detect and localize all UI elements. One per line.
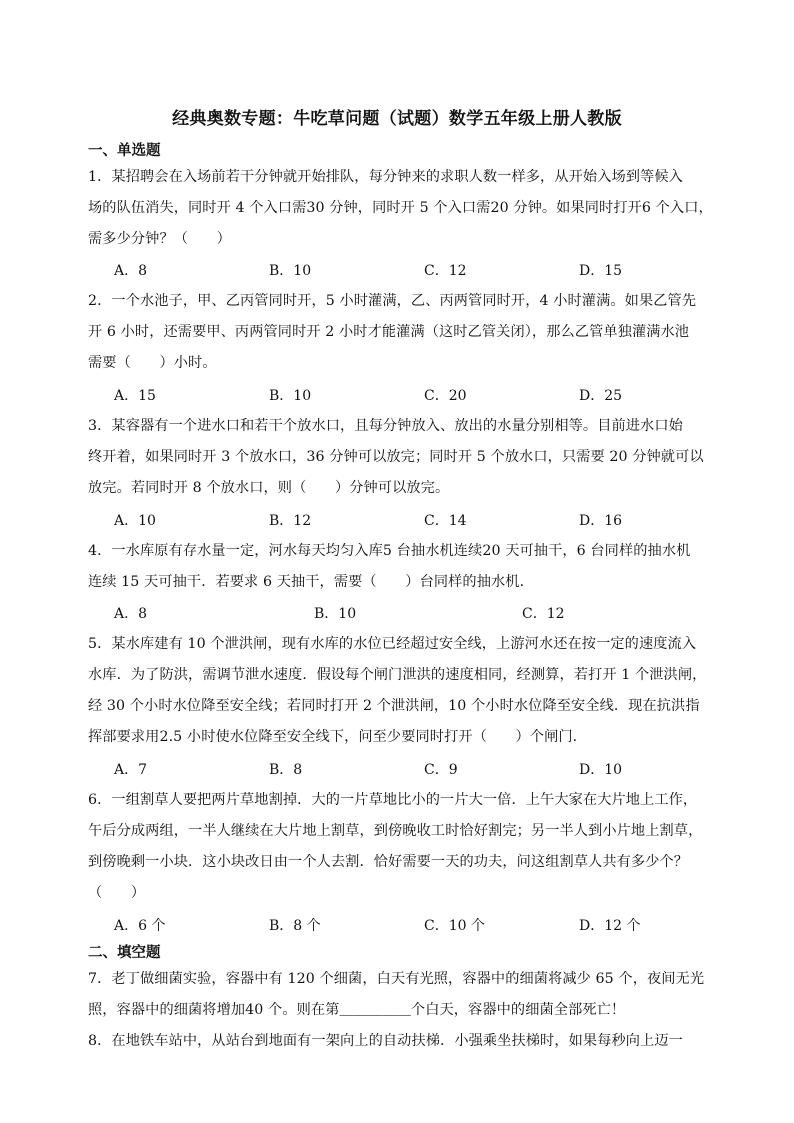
option-c: C．10 个 <box>424 918 485 934</box>
option-c: C．12 <box>522 606 565 622</box>
option-a: A．6 个 <box>114 918 166 934</box>
question-7-line-1: 7．老丁做细菌实验，容器中有 120 个细菌，白天有光照，容器中的细菌将减少 65 个，夜间无光 <box>88 971 705 987</box>
option-b: B．10 <box>269 263 312 279</box>
option-b: B．12 <box>269 513 312 529</box>
question-4-line-2: 连续 15 天可抽干．若要求 6 天抽干，需要（ ）台同样的抽水机． <box>88 574 534 590</box>
option-a: A．15 <box>114 388 156 404</box>
option-d: D．16 <box>579 513 623 529</box>
question-3-line-1: 3．某容器有一个进水口和若干个放水口，且每分钟放入、放出的水量分别相等。目前进水口始 <box>88 418 683 434</box>
option-d: D．25 <box>579 388 623 404</box>
question-4-options <box>114 603 734 623</box>
question-1-line-2: 场的队伍消失，同时开 4 个入口需30 分钟，同时开 5 个入口需20 分钟。如果同时打开6 个入口， <box>88 200 713 216</box>
question-3-line-2: 终开着，如果同时开 3 个放水口，36 分钟可以放完；同时开 5 个放水口，只需要 20 分钟就可以 <box>88 449 704 465</box>
question-7-line-2: 照，容器中的细菌将增加40 个。则在第＿＿＿＿＿个白天，容器中的细菌全部死亡！ <box>88 1002 626 1018</box>
option-d: D．12 个 <box>579 918 641 934</box>
question-8-line-1: 8．在地铁车站中，从站台到地面有一架向上的自动扶梯．小强乘坐扶梯时，如果每秒向上迈一 <box>88 1033 683 1049</box>
option-a: A．10 <box>114 513 156 529</box>
question-2-line-1: 2．一个水池子，甲、乙丙管同时开，5 小时灌满，乙、丙两管同时开，4 小时灌满。如果乙管先 <box>88 293 697 309</box>
question-5-line-3: 经 30 个小时水位降至安全线；若同时打开 2 个泄洪闸，10 个小时水位降至安全线．现在抗洪指 <box>88 698 700 714</box>
question-3-line-3: 放完。若同时开 8 个放水口，则（ ）分钟可以放完。 <box>88 480 450 496</box>
question-6-line-1: 6．一组割草人要把两片草地割掉．大的一片草地比小的一片大一倍．上午大家在大片地上工作， <box>88 792 698 808</box>
question-6-line-4: （ ） <box>88 885 146 901</box>
option-c: C．14 <box>424 513 467 529</box>
question-2-line-2: 开 6 小时，还需要甲、丙两管同时开 2 小时才能灌满（这时乙管关闭），那么乙管单独灌满水池 <box>88 324 690 340</box>
document-title: 经典奥数专题：牛吃草问题（试题）数学五年级上册人教版 <box>172 109 622 129</box>
option-d: D．15 <box>579 263 623 279</box>
question-6-line-2: 午后分成两组，一半人继续在大片地上割草，到傍晚收工时恰好割完；另一半人到小片地上割草， <box>88 823 703 839</box>
question-4-line-1: 4．一水库原有存水量一定，河水每天均匀入库5 台抽水机连续20 天可抽干，6 台同样的抽水机 <box>88 543 691 559</box>
option-b: B．10 <box>269 388 312 404</box>
option-d: D．10 <box>579 762 623 778</box>
question-1-line-3: 需多少分钟？（ ） <box>88 231 231 247</box>
question-5-line-4: 挥部要求用2.5 小时使水位降至安全线下，问至少要同时打开（ ）个闸门． <box>88 729 587 745</box>
question-1-line-1: 1．某招聘会在入场前若干分钟就开始排队，每分钟来的求职人数一样多，从开始入场到等候入 <box>88 169 683 185</box>
question-5-options <box>114 759 734 779</box>
section-heading-single-choice: 一、单选题 <box>88 143 161 159</box>
option-c: C．12 <box>424 263 467 279</box>
option-c: C．20 <box>424 388 467 404</box>
option-b: B．8 个 <box>269 918 321 934</box>
section-heading-fill-blank: 二、填空题 <box>88 945 161 961</box>
option-b: B．10 <box>314 606 357 622</box>
option-b: B．8 <box>269 762 303 778</box>
question-6-line-3: 到傍晚剩一小块．这小块改日由一个人去割．恰好需要一天的功夫，问这组割草人共有多少个？ <box>88 854 689 870</box>
question-6-options <box>114 915 734 935</box>
option-a: A．7 <box>114 762 148 778</box>
question-2-line-3: 需要（ ）小时。 <box>88 355 217 371</box>
question-2-options <box>114 385 734 405</box>
option-c: C．9 <box>424 762 458 778</box>
question-5-line-2: 水库．为了防洪，需调节泄水速度．假设每个闸门泄洪的速度相同，经测算，若打开 1 个泄洪闸， <box>88 667 707 683</box>
option-a: A．8 <box>114 606 148 622</box>
question-5-line-1: 5．某水库建有 10 个泄洪闸，现有水库的水位已经超过安全线，上游河水还在按一定的速度流入 <box>88 636 697 652</box>
question-1-options <box>114 260 734 280</box>
option-a: A．8 <box>114 263 148 279</box>
question-3-options <box>114 510 734 530</box>
